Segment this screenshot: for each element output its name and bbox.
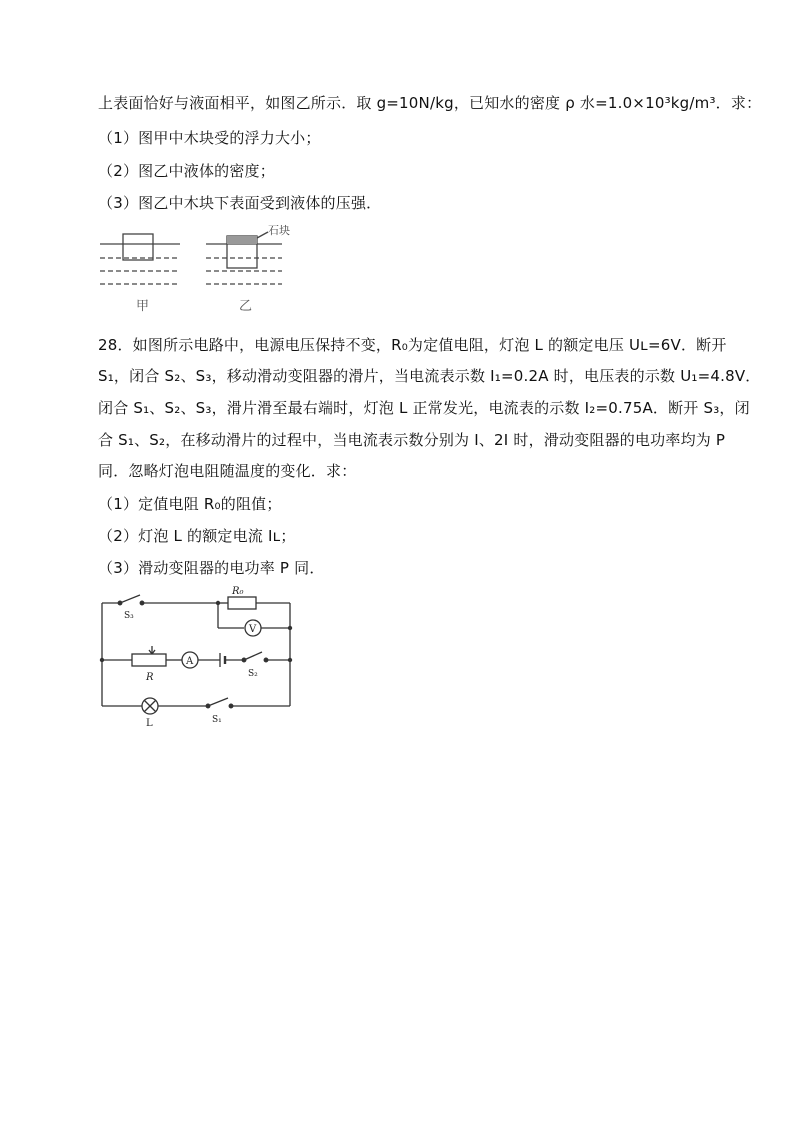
q27-sub2: （2）图乙中液体的密度； (98, 162, 275, 180)
switch-s1-label: S₁ (212, 715, 222, 725)
q28-line4: 合 S₁、S₂，在移动滑片的过程中，当电流表示数分别为 I、2I 时，滑动变阻器的电功率均为 P (98, 431, 726, 449)
switch-s2-label: S₂ (248, 669, 258, 679)
q27-sub1: （1）图甲中木块受的浮力大小； (98, 129, 321, 147)
stone-label: 石块 (268, 224, 290, 237)
q28-line2: S₁，闭合 S₂、S₃，移动滑动变阻器的滑片，当电流表示数 I₁=0.2A 时，电压表的示数 U₁=4.8V． (98, 367, 761, 385)
r0-label: R₀ (232, 586, 244, 597)
q28-sub1: （1）定值电阻 R₀的阻值； (98, 495, 282, 513)
figure-label-b: 乙 (239, 299, 253, 314)
q28-line1: 28．如图所示电路中，电源电压保持不变，R₀为定值电阻，灯泡 L 的额定电压 Uʟ=6V．断开 (98, 336, 727, 354)
stone-block (227, 236, 257, 244)
lamp-label: L (146, 718, 153, 729)
q28-line3: 闭合 S₁、S₂、S₃，滑片滑至最右端时，灯泡 L 正常发光，电流表的示数 I₂=0.75A．断开 S₃，闭 (98, 399, 750, 417)
q27-intro-line: 上表面恰好与液面相平，如图乙所示．取 g=10N/kg，已知水的密度 ρ 水=1.0×10³kg/m³．求： (98, 94, 762, 112)
figure-label-a: 甲 (136, 299, 150, 314)
q28-sub2: （2）灯泡 L 的额定电流 Iʟ； (98, 527, 296, 545)
q28-line5: 同．忽略灯泡电阻随温度的变化．求： (98, 462, 357, 480)
q27-sub3: （3）图乙中木块下表面受到液体的压强． (98, 194, 382, 212)
q27-figure (96, 222, 290, 314)
rheostat-label: R (146, 672, 154, 683)
ammeter-icon: A (186, 656, 194, 667)
voltmeter-icon: V (249, 624, 257, 635)
switch-s3-label: S₃ (124, 611, 134, 621)
q28-sub3: （3）滑动变阻器的电功率 P 同． (98, 559, 325, 577)
circuit-diagram (96, 588, 306, 728)
